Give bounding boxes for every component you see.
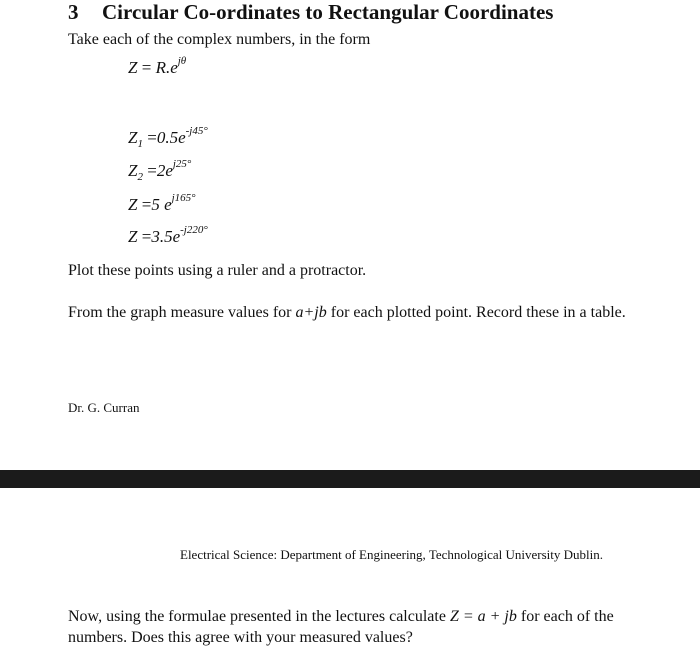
page-footer: Electrical Science: Department of Engineering, Technological University Dublin. bbox=[180, 547, 604, 562]
equation-z2: $Z_2 =2e^{j25^\circ}$ bbox=[128, 158, 192, 183]
plot-instruction: Plot these points using a ruler and a protractor. bbox=[68, 262, 367, 279]
general-form-equation: $Z = R.e^{j\theta}$ bbox=[128, 55, 187, 77]
measure-instruction: From the graph measure values for a+jb for each plotted point. Record these in a table. bbox=[68, 304, 626, 321]
intro-text: Take each of the complex numbers, in the form bbox=[68, 31, 371, 48]
section-title: Circular Co-ordinates to Rectangular Coordinates bbox=[102, 0, 554, 24]
section-heading bbox=[68, 0, 553, 25]
equation-z3: Z =5 $e^{j165^\circ}$ bbox=[128, 192, 196, 214]
final-question-line-2: numbers. Does this agree with your measured values? bbox=[68, 629, 413, 646]
final-question-line-1: Now, using the formulae presented in the lectures calculate Z = a + jb for each of the bbox=[68, 608, 614, 625]
section-number: 3 bbox=[68, 0, 79, 24]
final-question bbox=[68, 606, 614, 648]
equation-z4: $Z =3.5e^{-j220^\circ}$ bbox=[128, 224, 208, 246]
equation-z1: $Z_1 =0.5e^{-j45^\circ}$ bbox=[128, 125, 208, 150]
page-divider bbox=[0, 470, 700, 488]
author-name: Dr. G. Curran bbox=[68, 400, 140, 415]
